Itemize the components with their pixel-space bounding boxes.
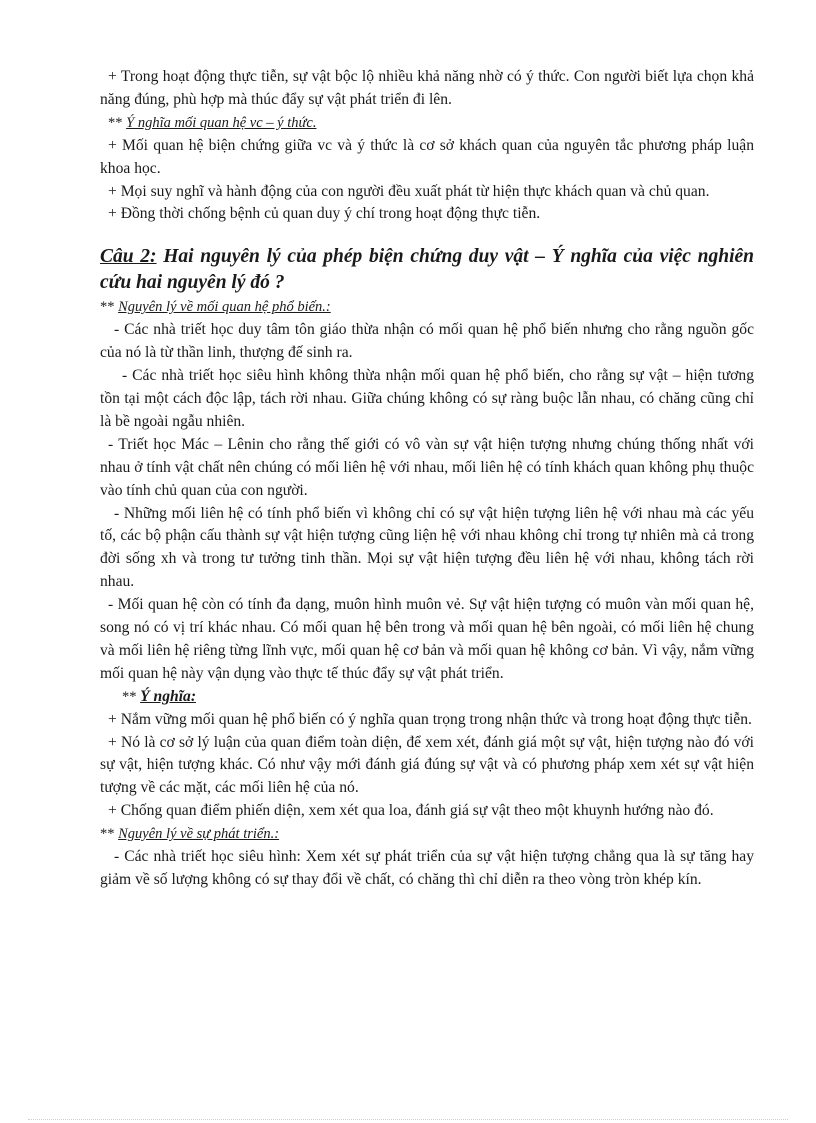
section-heading-meaning-relation: [100, 112, 754, 135]
heading-label: Ý nghĩa mối quan hệ vc – ý thức.: [126, 114, 317, 131]
list-item: - Triết học Mác – Lênin cho rằng thế giới có vô vàn sự vật hiện tượng nhưng chúng thống nhất với nhau ở tính vật chất nên chúng có mối liên hệ với nhau, mối liên hệ có tính khách quan không phụ thuộc vào tính chủ quan của con người.: [100, 435, 754, 499]
heading-label: Nguyên lý về mối quan hệ phổ biến.:: [118, 299, 331, 316]
list-item: + Nắm vững mối quan hệ phổ biến có ý nghĩa quan trọng trong nhận thức và trong hoạt động thực tiễn.: [108, 710, 752, 728]
question-title: Hai nguyên lý của phép biện chứng duy vật – Ý nghĩa của việc nghiên cứu hai nguyên lý đó ?: [100, 246, 755, 294]
heading-prefix: **: [100, 826, 115, 843]
heading-prefix: **: [122, 688, 137, 705]
list-item: - Các nhà triết học siêu hình: Xem xét sự phát triển của sự vật hiện tượng chẳng qua là sự tăng hay giảm về số lượng không có sự thay đổi về chất, có chăng thì chỉ diễn ra theo vòng tròn khép kín.: [100, 848, 754, 888]
question-number: Câu 2:: [100, 246, 157, 268]
heading-label: Nguyên lý về sự phát triển.:: [118, 826, 280, 843]
list-item: + Mối quan hệ biện chứng giữa vc và ý thức là cơ sở khách quan của nguyên tắc phương pháp luận khoa học.: [100, 136, 754, 177]
page-bottom-rule: [28, 1119, 788, 1120]
list-item: - Mối quan hệ còn có tính đa dạng, muôn hình muôn vẻ. Sự vật hiện tượng có muôn vàn mối quan hệ, song nó có vị trí khác nhau. Có mối quan hệ bên trong và mối quan hệ bên ngoài, có mối liên hệ chung và mối liên hệ riêng từng lĩnh vực, mối quan hệ cơ bản và mối quan hệ không cơ bản. Vì vậy, nắm vững mối quan hệ này vận dụng vào thực tế thúc đẩy sự vật phát triển.: [100, 596, 754, 682]
list-item: + Mọi suy nghĩ và hành động của con người đều xuất phát từ hiện thực khách quan và chủ quan.: [108, 182, 710, 200]
section-heading-universal-relation: [100, 296, 754, 319]
intro-paragraph: + Trong hoạt động thực tiễn, sự vật bộc lộ nhiều khả năng nhờ có ý thức. Con người biết lựa chọn khả năng đúng, phù hợp mà thúc đẩy sự vật phát triển đi lên.: [100, 68, 754, 108]
heading-label: Ý nghĩa:: [140, 687, 197, 705]
list-item: + Đồng thời chống bệnh củ quan duy ý chí trong hoạt động thực tiễn.: [108, 205, 541, 223]
section-heading-development: [100, 823, 754, 846]
heading-prefix: **: [100, 299, 115, 316]
list-item: - Những mối liên hệ có tính phổ biến vì không chỉ có sự vật hiện tượng liên hệ với nhau mà các yếu tố, các bộ phận cấu thành sự vật hiện tượng cũng liện hệ với nhau không chỉ trong tự nhiên mà cả trong đời sống xh và trong tư tưởng tinh thần. Mọi sự vật hiện tượng đều liên hệ với nhau, không tách rời nhau.: [100, 504, 754, 591]
section-heading-meaning: [100, 686, 754, 709]
document-page: [100, 66, 754, 892]
question-heading: [100, 244, 754, 296]
list-item: - Các nhà triết học siêu hình không thừa nhận mối quan hệ phổ biến, cho rằng sự vật – hiện tương tồn tại một cách độc lập, tách rời nhau. Giữa chúng không có sự ràng buộc lẫn nhau, có chăng cũng chỉ là bề ngoài ngẫu nhiên.: [100, 367, 754, 430]
list-item: - Các nhà triết học duy tâm tôn giáo thừa nhận có mối quan hệ phổ biến nhưng cho rằng nguồn gốc của nó là từ thần linh, thượng đế sinh ra.: [100, 321, 754, 362]
heading-prefix: **: [108, 114, 123, 131]
list-item: + Nó là cơ sở lý luận của quan điểm toàn diện, để xem xét, đánh giá một sự vật, hiện tượng nào đó với sự vật, hiện tượng khác. Có như vậy mới đánh giá đúng sự vật và có phương pháp xem xét sự vật hiện tượng về các mặt, các mối liên hệ của nó.: [100, 733, 754, 797]
list-item: + Chống quan điểm phiến diện, xem xét qua loa, đánh giá sự vật theo một khuynh hướng nào đó.: [108, 802, 714, 820]
